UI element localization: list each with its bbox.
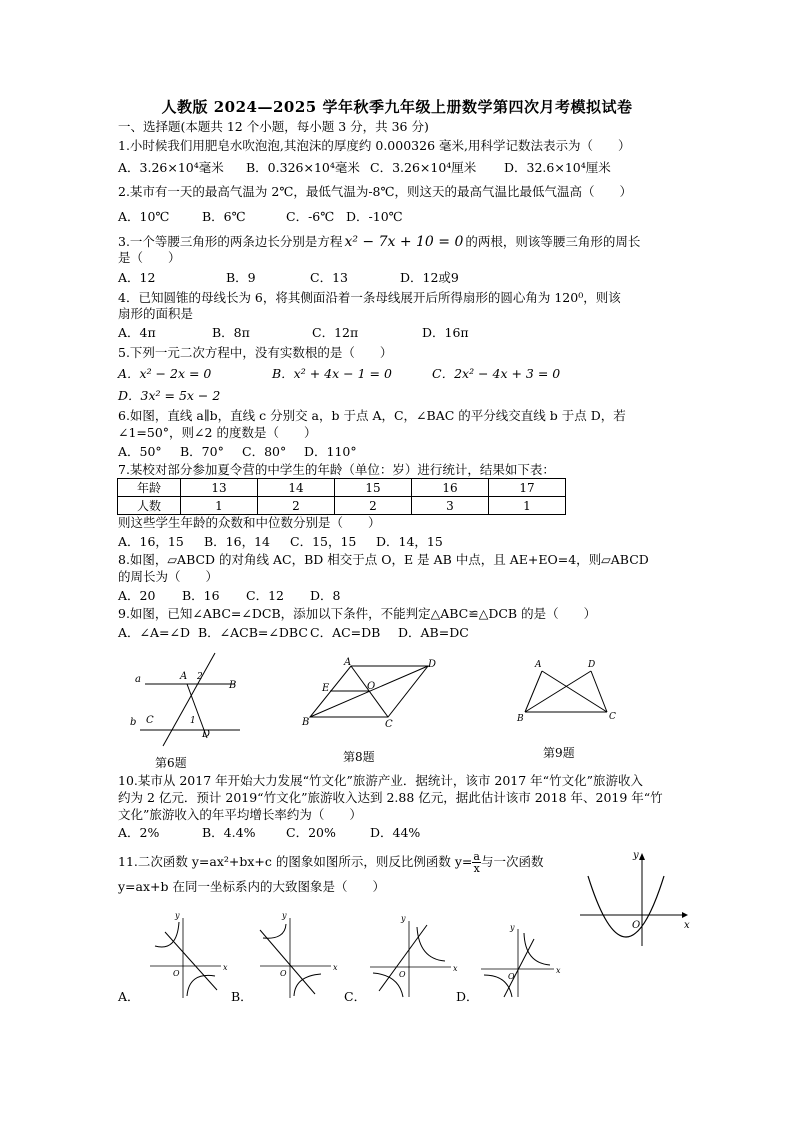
question-4-stem-cont: 扇形的面积是 — [118, 306, 194, 321]
label-a: a — [135, 674, 141, 685]
origin-label: O — [173, 969, 180, 978]
table-cell: 1 — [181, 497, 258, 515]
option-c: C．AC=DB — [310, 625, 381, 640]
option-a: A．x² − 2x = 0 — [118, 366, 212, 381]
option-b: B．16，14 — [204, 534, 270, 549]
question-3-stem — [118, 234, 640, 250]
y-axis-arrow-icon — [639, 853, 645, 860]
q11-option-d: D． — [456, 989, 479, 1004]
option-d: D．-10℃ — [346, 209, 403, 224]
question-5-stem: 5.下列一元二次方程中，没有实数根的是（ ） — [118, 345, 393, 360]
label-E: E — [322, 683, 330, 694]
stem-text: 的两根，则该等腰三角形的周长 — [465, 234, 641, 249]
figure-8-caption: 第8题 — [343, 750, 375, 764]
question-10-stem-cont: 约为 2 亿元．预计 2019“竹文化”旅游收入达到 2.88 亿元，据此估计该市 2018 年、2019 年“竹 — [118, 790, 663, 805]
option-c: C．20% — [286, 825, 336, 840]
option-a: A．50° — [118, 444, 162, 459]
stem-text: 3.一个等腰三角形的两条边长分别是方程 — [118, 234, 343, 249]
label-C: C — [146, 715, 154, 726]
question-4-options — [118, 325, 469, 341]
label-D: D — [588, 660, 596, 670]
y-label: y — [401, 914, 406, 923]
q11-graph-c — [365, 915, 460, 1000]
question-10-stem-cont-2: 文化”旅游收入的年平均增长率约为（ ） — [118, 807, 362, 822]
table-header: 人数 — [118, 497, 181, 515]
y-label: y — [282, 911, 287, 920]
option-a: A．10℃ — [118, 209, 170, 224]
label-A: A — [344, 657, 352, 668]
label-B: B — [302, 717, 310, 728]
stem-text: 与一次函数 — [480, 854, 544, 869]
x-label: x — [333, 963, 338, 972]
option-a: A．12 — [118, 270, 156, 285]
question-10-stem: 10.某市从 2017 年开始大力发展“竹文化”旅游产业．据统计，该市 2017 年“竹文化”旅游收入 — [118, 773, 643, 788]
label-O: O — [367, 681, 376, 692]
table-cell: 17 — [489, 479, 566, 497]
label-D: D — [428, 659, 437, 670]
option-b: B．16 — [182, 588, 220, 603]
question-7-question: 则这些学生年龄的众数和中位数分别是（ ） — [118, 515, 381, 530]
segment-db — [525, 671, 591, 712]
figure-6 — [125, 650, 255, 750]
option-c: C．12π — [312, 325, 359, 340]
q11-option-a: A． — [118, 989, 140, 1004]
table-cell: 14 — [258, 479, 335, 497]
table-cell: 13 — [181, 479, 258, 497]
hyperbola-branch — [187, 975, 215, 996]
segment-ac — [542, 671, 607, 712]
option-c: C．-6℃ — [286, 209, 335, 224]
question-5-option-d: D．3x² = 5x − 2 — [118, 388, 221, 403]
option-b: B．6℃ — [202, 209, 246, 224]
q11-parabola-graph — [580, 848, 695, 948]
option-c: C．12 — [246, 588, 284, 603]
option-d: D．16π — [422, 325, 469, 340]
segment-dc — [591, 671, 607, 712]
line-graph — [165, 932, 217, 990]
option-b: B．8π — [212, 325, 250, 340]
table-row — [118, 479, 566, 497]
question-9-stem: 9.如图，已知∠ABC=∠DCB，添加以下条件，不能判定△ABC≌△DCB 的是（ ） — [118, 606, 597, 621]
option-b: B．70° — [180, 444, 224, 459]
question-7-options — [118, 534, 443, 550]
hyperbola-branch — [263, 924, 286, 938]
label-b: b — [130, 717, 137, 728]
label-B: B — [229, 680, 237, 691]
origin-label: O — [399, 970, 406, 979]
q11-graph-b — [255, 910, 340, 1000]
origin-label: O — [508, 972, 515, 981]
line-graph — [260, 930, 315, 994]
fraction-a-over-x — [472, 851, 481, 874]
question-3-options — [118, 270, 459, 286]
hyperbola-branch — [417, 927, 445, 961]
option-b: B．x² + 4x − 1 = 0 — [272, 366, 392, 381]
question-7-stem: 7.某校对部分参加夏令营的中学生的年龄（单位：岁）进行统计，结果如下表： — [118, 462, 555, 477]
q11-option-c: C． — [344, 989, 367, 1004]
x-axis-arrow-icon — [682, 912, 688, 918]
option-d: D．110° — [304, 444, 357, 459]
stem-text: 11.二次函数 y=ax²+bx+c 的图象如图所示，则反比例函数 y= — [118, 854, 473, 869]
y-label: y — [633, 850, 639, 861]
parabola-curve — [588, 876, 664, 937]
option-b: B．9 — [226, 270, 256, 285]
option-b: B．4.4% — [202, 825, 256, 840]
question-6-stem-cont: ∠1=50°，则∠2 的度数是（ ） — [118, 425, 317, 440]
page-title: 人教版 2024—2025 学年秋季九年级上册数学第四次月考模拟试卷 — [161, 98, 633, 116]
label-angle-1: 1 — [190, 716, 196, 726]
question-10-options — [118, 825, 420, 841]
option-d: D．44% — [370, 825, 421, 840]
label-B: B — [517, 714, 524, 724]
table-cell: 2 — [335, 497, 412, 515]
option-d: D．32.6×10⁴厘米 — [504, 160, 611, 175]
table-cell: 1 — [489, 497, 566, 515]
origin-label: O — [632, 920, 641, 931]
label-A: A — [180, 671, 188, 682]
x-label: x — [684, 920, 690, 931]
equation: x² − 7x + 10 = 0 — [344, 234, 464, 250]
x-label: x — [453, 964, 458, 973]
question-2-stem: 2.某市有一天的最高气温为 2℃，最低气温为-8℃，则这天的最高气温比最低气温高（ ） — [118, 184, 632, 199]
option-d: D．8 — [310, 588, 341, 603]
line-graph — [379, 925, 427, 991]
label-D: D — [202, 729, 211, 740]
option-c: C．2x² − 4x + 3 = 0 — [432, 366, 561, 381]
question-6-stem: 6.如图，直线 a∥b，直线 c 分别交 a，b 于点 A，C，∠BAC 的平分线交直线 b 于点 D，若 — [118, 408, 626, 423]
option-a: A．2% — [118, 825, 160, 840]
y-label: y — [510, 923, 515, 932]
figure-8 — [298, 655, 443, 733]
figure-6-caption: 第6题 — [155, 756, 187, 770]
option-c: C．13 — [310, 270, 348, 285]
x-label: x — [223, 963, 228, 972]
question-11-stem-cont: y=ax+b 在同一坐标系内的大致图象是（ ） — [118, 879, 385, 894]
y-label: y — [175, 911, 180, 920]
origin-label: O — [280, 969, 287, 978]
question-8-stem: 8.如图，▱ABCD 的对角线 AC，BD 相交于点 O，E 是 AB 中点，且 AE+EO=4，则▱ABCD — [118, 552, 649, 567]
label-C: C — [385, 719, 393, 730]
hyperbola-branch — [524, 933, 550, 965]
question-2-options — [118, 209, 403, 225]
option-d: D．12或9 — [400, 270, 459, 285]
question-4-stem: 4．已知圆锥的母线长为 6，将其侧面沿着一条母线展开后所得扇形的圆心角为 120⁰，则该 — [118, 290, 621, 305]
table-header: 年龄 — [118, 479, 181, 497]
option-c: C．80° — [242, 444, 287, 459]
label-C: C — [609, 712, 616, 722]
question-11-stem — [118, 851, 543, 874]
x-label: x — [556, 966, 561, 975]
option-d: D．14，15 — [376, 534, 443, 549]
question-8-options — [118, 588, 340, 604]
q11-graph-d — [478, 925, 563, 1000]
option-d: D．AB=DC — [398, 625, 469, 640]
figure-9 — [515, 657, 625, 727]
label-angle-2: 2 — [197, 672, 203, 682]
table-cell: 15 — [335, 479, 412, 497]
option-a: A．4π — [118, 325, 156, 340]
option-a: A．3.26×10⁴毫米 — [118, 160, 224, 175]
fraction-numerator: a — [473, 850, 480, 863]
option-b: B．0.326×10⁴毫米 — [246, 160, 360, 175]
question-6-options — [118, 444, 357, 460]
line-graph — [504, 939, 534, 997]
question-1-stem: 1.小时候我们用肥皂水吹泡泡,其泡沫的厚度约 0.000326 毫米,用科学记数法表示为（ ） — [118, 138, 631, 153]
q11-option-b: B． — [231, 989, 253, 1004]
age-table — [117, 478, 566, 515]
table-cell: 2 — [258, 497, 335, 515]
question-1-options — [118, 160, 611, 176]
option-c: C．15，15 — [290, 534, 357, 549]
question-3-stem-cont: 是（ ） — [118, 250, 181, 265]
section-heading: 一、选择题(本题共 12 个小题，每小题 3 分，共 36 分) — [118, 119, 429, 134]
figure-9-caption: 第9题 — [543, 746, 575, 760]
option-b: B．∠ACB=∠DBC — [198, 625, 308, 640]
option-a: A．∠A=∠D — [118, 625, 190, 640]
label-A: A — [535, 660, 542, 670]
q11-graph-a — [145, 910, 230, 1000]
table-cell: 3 — [412, 497, 489, 515]
question-5-options — [118, 366, 560, 382]
question-9-options — [118, 625, 469, 641]
question-8-stem-cont: 的周长为（ ） — [118, 569, 219, 584]
segment-ab — [525, 671, 542, 712]
fraction-denominator: x — [473, 862, 480, 875]
option-a: A．20 — [118, 588, 156, 603]
option-c: C．3.26×10⁴厘米 — [370, 160, 477, 175]
table-row — [118, 497, 566, 515]
option-a: A．16，15 — [118, 534, 184, 549]
table-cell: 16 — [412, 479, 489, 497]
